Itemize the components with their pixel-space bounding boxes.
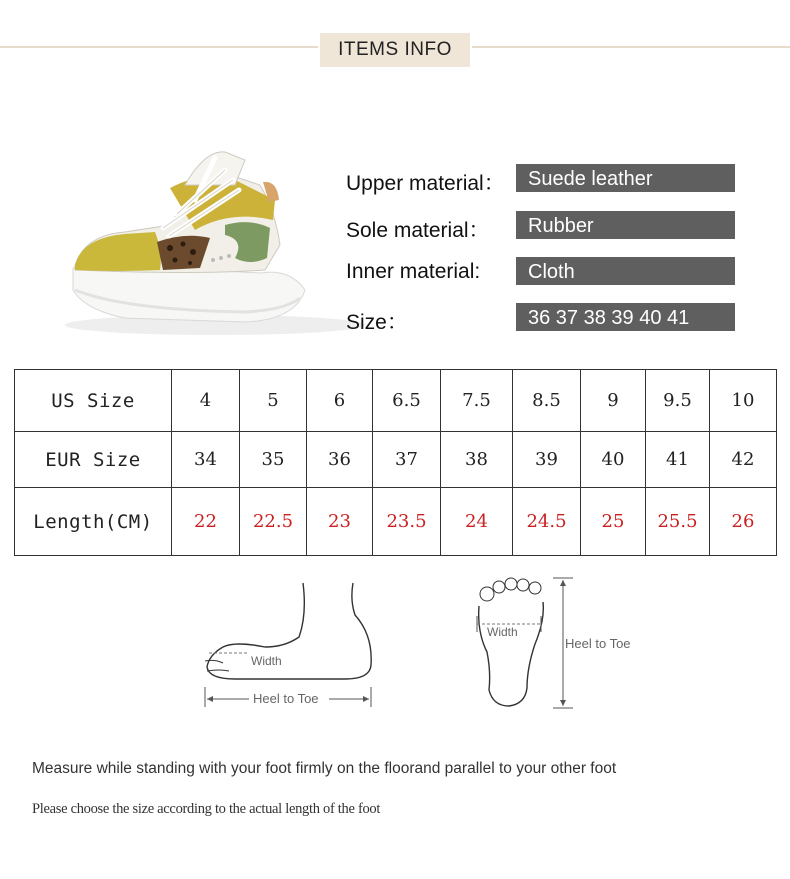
spec-upper-material xyxy=(346,164,741,194)
foot-side-view-diagram xyxy=(195,575,385,715)
spec-value: Suede leather xyxy=(516,164,735,192)
spec-inner-material xyxy=(346,257,741,287)
table-cell: 35 xyxy=(240,432,307,488)
spec-size xyxy=(346,303,741,333)
table-cell: 41 xyxy=(646,432,710,488)
spec-label: Upper material： xyxy=(346,172,505,195)
spec-label: Inner material: xyxy=(346,260,481,283)
sole-width-label: Width xyxy=(487,625,518,639)
table-cell: 7.5 xyxy=(441,370,513,432)
table-cell: 9 xyxy=(581,370,646,432)
row-header: US Size xyxy=(15,370,172,432)
table-cell: 23 xyxy=(307,488,373,556)
table-cell: 6.5 xyxy=(373,370,441,432)
size-choice-instruction: Please choose the size according to the actual length of the foot xyxy=(32,801,381,817)
table-cell: 39 xyxy=(513,432,581,488)
table-cell: 23.5 xyxy=(373,488,441,556)
table-cell: 22.5 xyxy=(240,488,307,556)
sneaker-product-image xyxy=(45,140,365,340)
table-cell: 42 xyxy=(710,432,777,488)
table-cell: 24 xyxy=(441,488,513,556)
table-row-length xyxy=(15,488,777,556)
table-cell: 10 xyxy=(710,370,777,432)
table-cell: 38 xyxy=(441,432,513,488)
table-cell: 36 xyxy=(307,432,373,488)
spec-sole-material xyxy=(346,211,741,241)
foot-sole-view-diagram xyxy=(465,572,645,714)
table-cell: 4 xyxy=(172,370,240,432)
table-cell: 25.5 xyxy=(646,488,710,556)
table-cell: 26 xyxy=(710,488,777,556)
side-length-label: Heel to Toe xyxy=(253,691,319,706)
table-cell: 5 xyxy=(240,370,307,432)
table-cell: 9.5 xyxy=(646,370,710,432)
table-cell: 37 xyxy=(373,432,441,488)
section-title: ITEMS INFO xyxy=(320,33,470,67)
table-row-eur-size xyxy=(15,432,777,488)
size-chart-table xyxy=(14,369,777,556)
side-width-label: Width xyxy=(251,654,282,668)
row-header: Length(CM) xyxy=(15,488,172,556)
spec-value: Rubber xyxy=(516,211,735,239)
table-cell: 24.5 xyxy=(513,488,581,556)
header-rule-right xyxy=(472,46,790,48)
spec-label: Size： xyxy=(346,311,408,334)
table-cell: 34 xyxy=(172,432,240,488)
table-row-us-size xyxy=(15,370,777,432)
table-cell: 8.5 xyxy=(513,370,581,432)
table-cell: 40 xyxy=(581,432,646,488)
spec-value: Cloth xyxy=(516,257,735,285)
table-cell: 22 xyxy=(172,488,240,556)
row-header: EUR Size xyxy=(15,432,172,488)
spec-label: Sole material： xyxy=(346,219,490,242)
table-cell: 6 xyxy=(307,370,373,432)
table-cell: 25 xyxy=(581,488,646,556)
spec-value: 36 37 38 39 40 41 xyxy=(516,303,735,331)
measurement-instruction: Measure while standing with your foot firmly on the floorand parallel to your other foot xyxy=(32,760,617,777)
sole-length-label: Heel to Toe xyxy=(565,636,631,651)
header-rule-left xyxy=(0,46,318,48)
